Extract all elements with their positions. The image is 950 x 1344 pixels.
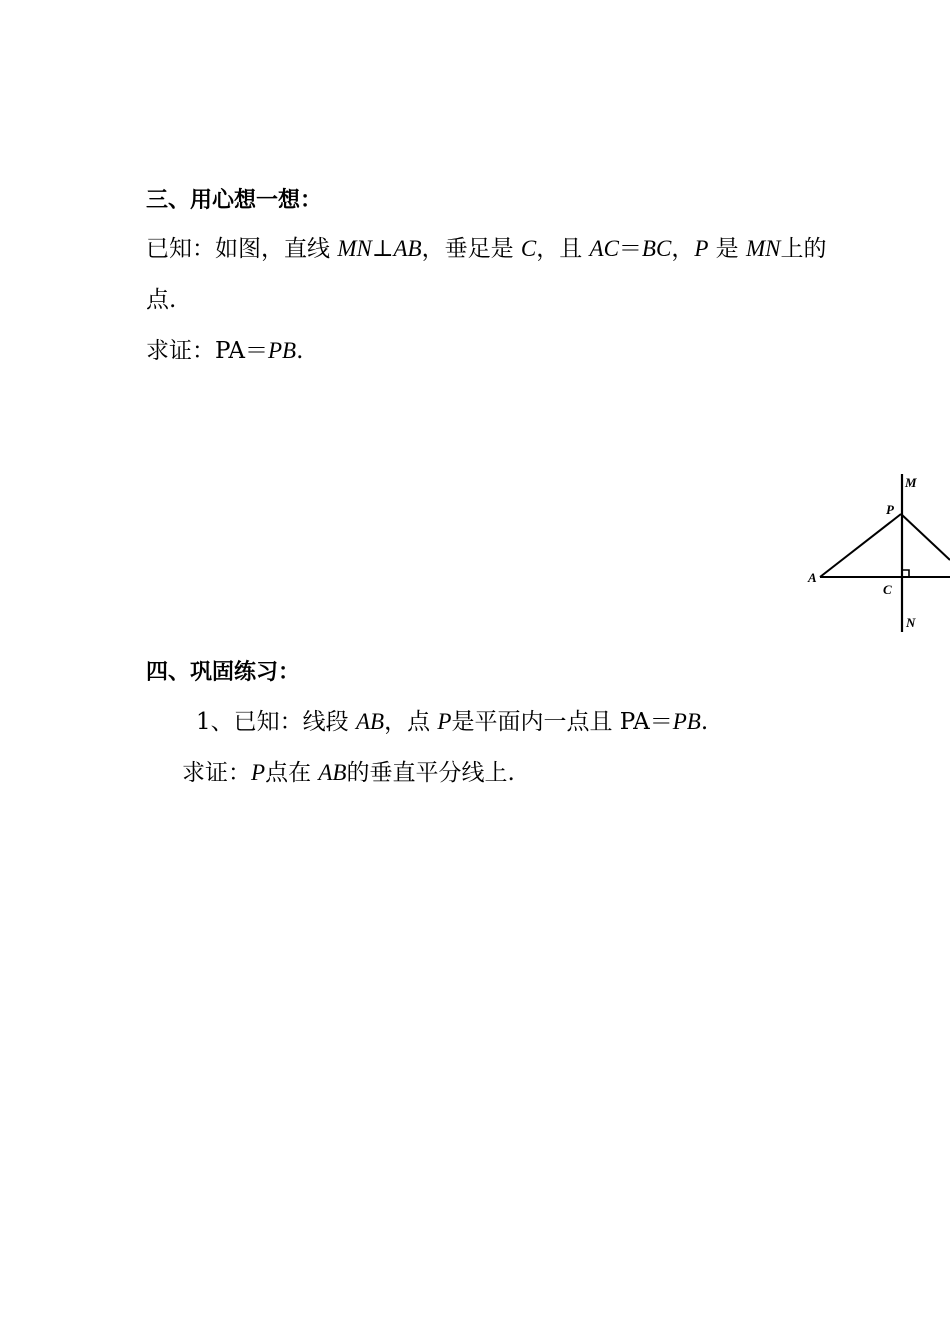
perpendicular-symbol: ⊥	[371, 236, 394, 262]
point-p-2: P	[251, 760, 266, 785]
label-c: C	[883, 582, 892, 597]
period: .	[700, 709, 709, 735]
foot-text: ，垂足是	[421, 236, 521, 262]
label-n: N	[906, 615, 916, 630]
given-statement-cont: 点.	[146, 287, 177, 313]
on-text: 点在	[265, 760, 319, 786]
equals-sign: ＝	[618, 236, 642, 262]
prove-label: 求证：	[182, 760, 251, 786]
point-c: C	[520, 236, 537, 261]
section-4-heading: 四、巩固练习：	[146, 660, 301, 685]
label-p: P	[886, 502, 894, 517]
given-label: 已知：如图，直线	[146, 236, 338, 262]
plane-text: 是平面内一点且 PA＝	[451, 709, 673, 735]
segment-pa-drawing	[820, 514, 901, 577]
and-text: ，且	[536, 236, 590, 262]
segment-pb-drawing	[901, 514, 950, 560]
point-text: ，点	[384, 709, 438, 735]
is-text: 是	[708, 236, 746, 262]
exercise-1-prefix: 1、已知：线段	[196, 709, 356, 735]
segment-ab-2: AB	[318, 760, 347, 785]
point-p: P	[694, 236, 709, 261]
segment-ab: AB	[355, 709, 385, 734]
period: .	[296, 338, 304, 364]
section-3-heading: 三、用心想一想：	[146, 188, 323, 213]
label-a: A	[808, 570, 817, 585]
line-mn: MN	[337, 236, 372, 261]
segment-pb: PB	[672, 709, 701, 734]
on-text: 上的	[780, 236, 827, 262]
exercise-1-prove	[182, 758, 515, 788]
given-statement	[146, 234, 827, 264]
label-m: M	[905, 475, 917, 490]
exercise-1-given	[196, 707, 708, 737]
geometry-diagram	[800, 470, 950, 635]
prove-label: 求证：PA＝	[146, 338, 268, 364]
comma: ，	[671, 236, 695, 262]
segment-ac: AC	[589, 236, 619, 261]
line-mn-2: MN	[746, 236, 781, 261]
segment-ab: AB	[393, 236, 422, 261]
segment-bc: BC	[641, 236, 672, 261]
segment-pb: PB	[267, 338, 297, 363]
prove-statement	[146, 336, 303, 366]
point-p: P	[437, 709, 452, 734]
bisector-text: 的垂直平分线上.	[346, 760, 515, 786]
